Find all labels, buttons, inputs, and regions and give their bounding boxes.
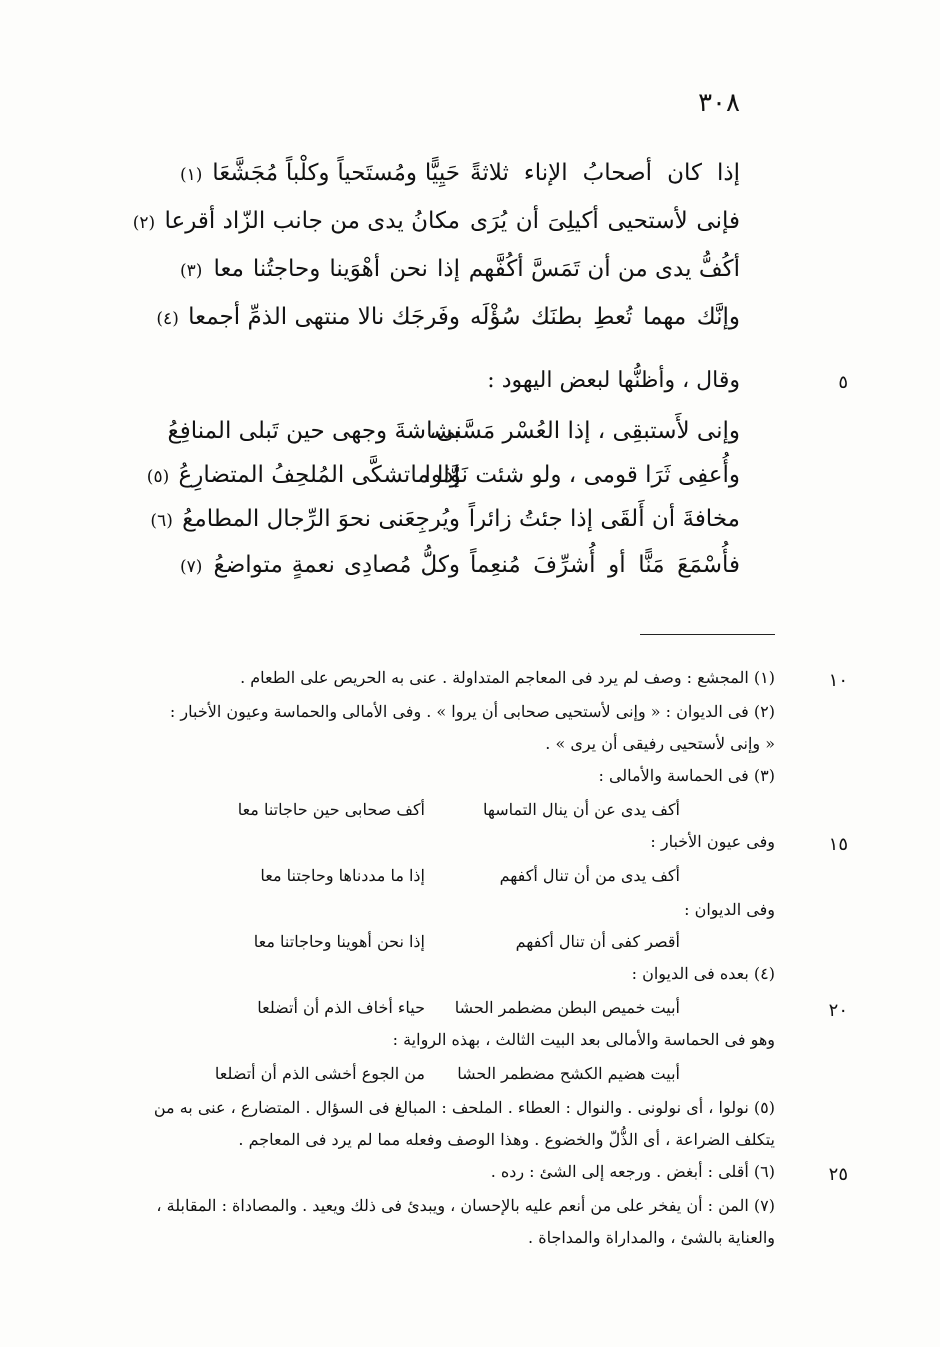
verse-line: [156, 304, 740, 344]
footnote-verse-h2: من الجوع أخشى الذم أن أتضلعا: [214, 1064, 425, 1083]
footnote-ref: (٥): [146, 467, 170, 487]
margin-line-number: ٢٠: [828, 1000, 848, 1021]
footnote-verse-h1: أكف يدى عن أن ينال التماسها: [482, 800, 680, 819]
footnote-verse-h2: أكف صحابى حين حاجاتنا معا: [237, 800, 425, 819]
verse-hemistich-1: وإنى لأَستبقِى ، إذا العُسْر مَسَّنى،: [428, 418, 740, 444]
verse-line: [132, 208, 740, 248]
verse-line: [167, 418, 740, 458]
verse-hemistich-2: [146, 462, 460, 488]
verse-line: [180, 552, 740, 592]
footnote-3: (٣) فى الحماسة والأمالى :: [598, 766, 775, 785]
hemistich-text: ويُرجِعَنى نحوَ الرِّجال المطامعُ: [182, 506, 460, 532]
intro-text: وقال ، وأظنُّها لبعض اليهود :: [487, 368, 740, 393]
verse-hemistich-2: [180, 256, 460, 282]
footnote-ref: (٣): [180, 261, 203, 281]
footnote-7-cont: والعناية بالشئ ، والمداراة والمداجاة .: [528, 1228, 775, 1247]
footnote-verse: [195, 800, 680, 826]
verse-hemistich-2: [132, 208, 460, 234]
verse-hemistich-2: [156, 304, 460, 330]
verse-hemistich-1: أكُفُّ يدى من أن تَمَسَّ أكُفَّهم: [468, 256, 740, 282]
verse-hemistich-2: [150, 506, 460, 532]
verse-hemistich-1: وأُعفِى ثَرَا قومى ، ولو شئت نَوَّلوا: [424, 462, 740, 488]
footnote-ref: (٦): [150, 511, 173, 531]
verse-line: [180, 160, 740, 200]
footnote-ref: (١): [180, 165, 203, 185]
margin-line-number: ٥: [838, 372, 848, 393]
footnote-ref: (٧): [180, 557, 203, 577]
hemistich-text: بشاشةَ وجهى حين تَبلى المنافِعُ: [167, 418, 460, 444]
footnote-7: (٧) المن : أن يفخر على من أنعم عليه بالإحسان ، ويبدئ فى ذلك ويعيد . والمصاداة : المقابلة ،: [156, 1196, 775, 1215]
footnote-verse: [195, 998, 680, 1024]
footnote-ref: (٢): [132, 213, 156, 233]
verse-line: [180, 256, 740, 296]
footnote-verse: [195, 866, 680, 892]
verse-hemistich-1: فإنى لأستحيى أكيلِىَ أن يُرَى: [470, 208, 740, 234]
hemistich-text: إذا نحن أهْوَينا وحاجتُنا معا: [213, 256, 461, 282]
footnote-verse-h1: أكف يدى من أن تنال أكفهم: [499, 866, 680, 885]
verse-hemistich-1: مخافةَ أن أَلقَى إذا جئتُ زائراً: [468, 506, 740, 532]
footnote-2-cont: « وإنى لأستحيى رفيقى أن يرى » .: [545, 734, 775, 753]
footnote-verse-h2: حياء أخاف الذم أن أتضلعا: [257, 998, 425, 1017]
footnote-4: (٤) بعده فى الديوان :: [631, 964, 775, 983]
footnote-6: (٦) أقلى : أبغض . ورجعه إلى الشئ : رده .: [490, 1162, 775, 1181]
hemistich-text: وفَرجَك نالا منتهى الذمِّ أجمعا: [188, 304, 460, 330]
verse-line: [150, 506, 740, 546]
verse-hemistich-1: فأُسْمَعَ مَنًّا أو أُشرِّفَ مُنعِماً: [470, 552, 740, 578]
margin-line-number: ٢٥: [828, 1164, 848, 1185]
verse-line: [146, 462, 740, 502]
footnote-1: (١) المجشع : وصف لم يرد فى المعاجم المتداولة . عنى به الحريص على الطعام .: [240, 668, 775, 687]
margin-line-number: ١٥: [828, 834, 848, 855]
hemistich-text: إذا ماتشكَّى المُلحِفُ المتضارِعُ: [178, 462, 460, 488]
footnote-verse-h1: أبيت هضيم الكشح مضطمر الحشا: [457, 1064, 680, 1083]
footnote-verse-h2: إذا ما مددناها وحاجتنا معا: [260, 866, 425, 885]
footnote-5: (٥) نولوا ، أى نولونى . والنوال : العطاء . الملحف : المبالغ فى السؤال . المتضارع ، عنى به من: [153, 1098, 775, 1117]
footnote-3-variant: وفى عيون الأخبار :: [650, 832, 775, 851]
verse-hemistich-2: [180, 552, 460, 578]
footnote-2: (٢) فى الديوان : « وإنى لأستحيى صحابى أن يروا » . وفى الأمالى والحماسة وعيون الأخبار :: [169, 702, 775, 721]
margin-line-number: ١٠: [828, 670, 848, 691]
footnote-3-variant: وفى الديوان :: [684, 900, 775, 919]
footnote-separator: [640, 634, 775, 635]
footnote-5-cont: يتكلف الضراعة ، أى الذُّلّ والخضوع . وهذا الوصف وفعله مما لم يرد فى المعاجم .: [238, 1130, 775, 1149]
footnote-verse-h1: أبيت خميص البطن مضطمر الحشا: [454, 998, 680, 1017]
verse-hemistich-1: إذا كان أصحابُ الإناء ثلاثةً: [470, 160, 740, 186]
verse-hemistich-2: [167, 418, 460, 444]
hemistich-text: وكلُّ مُصادِى نعمةٍ متواضعُ: [213, 552, 461, 578]
footnote-4-note: وهو فى الحماسة والأمالى بعد البيت الثالث ، بهذه الرواية :: [392, 1030, 775, 1049]
footnote-verse-h1: أقصر كفى أن تنال أكفهم: [515, 932, 680, 951]
footnote-verse-h2: إذا نحن أهوينا وحاجاتنا معا: [253, 932, 425, 951]
hemistich-text: مكانُ يدى من جانب الزّاد أقرعا: [164, 208, 460, 234]
hemistich-text: حَيِيًّا ومُستَحياً وكلْباً مُجَشَّعَا: [212, 160, 460, 186]
footnote-verse: [195, 1064, 680, 1090]
verse-hemistich-1: وإنَّك مهما تُعطِ بطنَك سُؤْلَه: [470, 304, 740, 330]
footnote-verse: [195, 932, 680, 958]
page-number: ٣٠٨: [698, 88, 740, 118]
verse-hemistich-2: [180, 160, 460, 186]
footnote-ref: (٤): [156, 309, 179, 329]
